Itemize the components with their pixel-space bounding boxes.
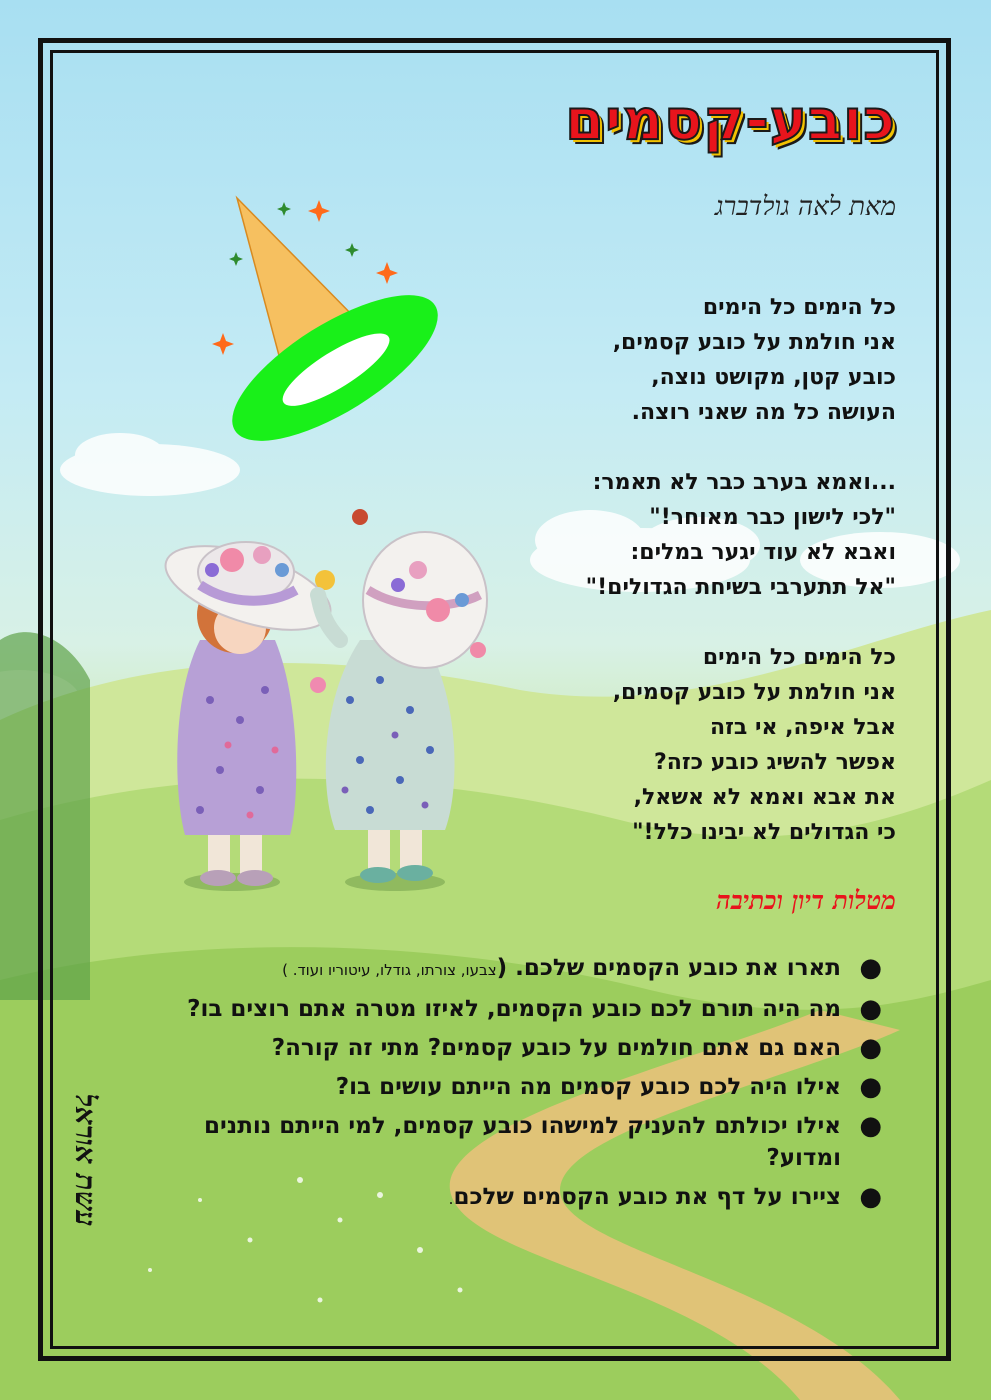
poem-line: אפשר להשיג כובע כזה? (653, 750, 896, 775)
question-end: . (448, 1190, 454, 1208)
poem-line: העושה כל מה שאני רוצה. (631, 400, 896, 425)
questions-title: מטלות דיון וכתיבה (716, 886, 896, 915)
list-item (166, 1032, 896, 1064)
signature (40, 1060, 130, 1260)
poem-line: אני חולמת על כובע קסמים, (612, 680, 896, 705)
poem-line: ...ואמא בערב כבר לא תאמר: (592, 470, 896, 495)
bullet-icon: ● (859, 953, 882, 983)
poem-line: כל הימים כל הימים (702, 645, 896, 670)
questions-list (166, 952, 896, 1222)
list-item (166, 952, 896, 986)
question-text: תארו את כובע הקסמים שלכם. ( (496, 955, 841, 981)
poem (586, 290, 896, 850)
list-item (166, 993, 896, 1025)
bullet-icon: ● (859, 994, 882, 1024)
poem-line: כל הימים כל הימים (702, 295, 896, 320)
list-item (166, 1110, 896, 1174)
stanza-gap (586, 430, 896, 465)
question-text: אילו היה לכם כובע קסמים מה הייתם עושים בו? (335, 1074, 841, 1100)
poem-line: אבל איפה, אי בזה (710, 715, 896, 740)
stanza-gap (586, 605, 896, 640)
question-text: האם גם אתם חולמים על כובע קסמים? מתי זה קורה? (271, 1035, 841, 1061)
poem-line: כי הגדולים לא יבינו כלל!" (632, 820, 896, 845)
bullet-icon: ● (859, 1033, 882, 1063)
author-line: מאת לאה גולדברג (714, 192, 896, 222)
poem-line: אני חולמת על כובע קסמים, (612, 330, 896, 355)
question-text: ציירו על דף את כובע הקסמים שלכם (453, 1184, 841, 1210)
question-note: צבעו, צורתו, גודלו, עיטוריו ועוד. ) (282, 961, 497, 979)
bullet-icon: ● (859, 1072, 882, 1102)
question-text: אילו יכולתם להעניק למישהו כובע קסמים, למי הייתם נותנים ומדוע? (204, 1113, 841, 1171)
poem-line: את אבא ואמא לא אשאל, (633, 785, 896, 810)
list-item (166, 1071, 896, 1103)
poem-line: "אל תתערבי בשיחת הגדולים!" (585, 575, 896, 600)
poem-line: "לכי לישון כבר מאוחר!" (649, 505, 896, 530)
page-title: כובע-קסמים (565, 88, 896, 153)
list-item (166, 1181, 896, 1215)
poem-line: ואבא לא עוד יגער במלים: (630, 540, 896, 565)
question-text: מה היה תורם לכם כובע הקסמים, לאיזו מטרה אתם רוצים בו? (187, 996, 841, 1022)
signature-text: עשת אוראל (69, 1093, 102, 1227)
bullet-icon: ● (859, 1111, 882, 1141)
bullet-icon: ● (859, 1182, 882, 1212)
poem-line: כובע קטן, מקושט נוצה, (651, 365, 896, 390)
